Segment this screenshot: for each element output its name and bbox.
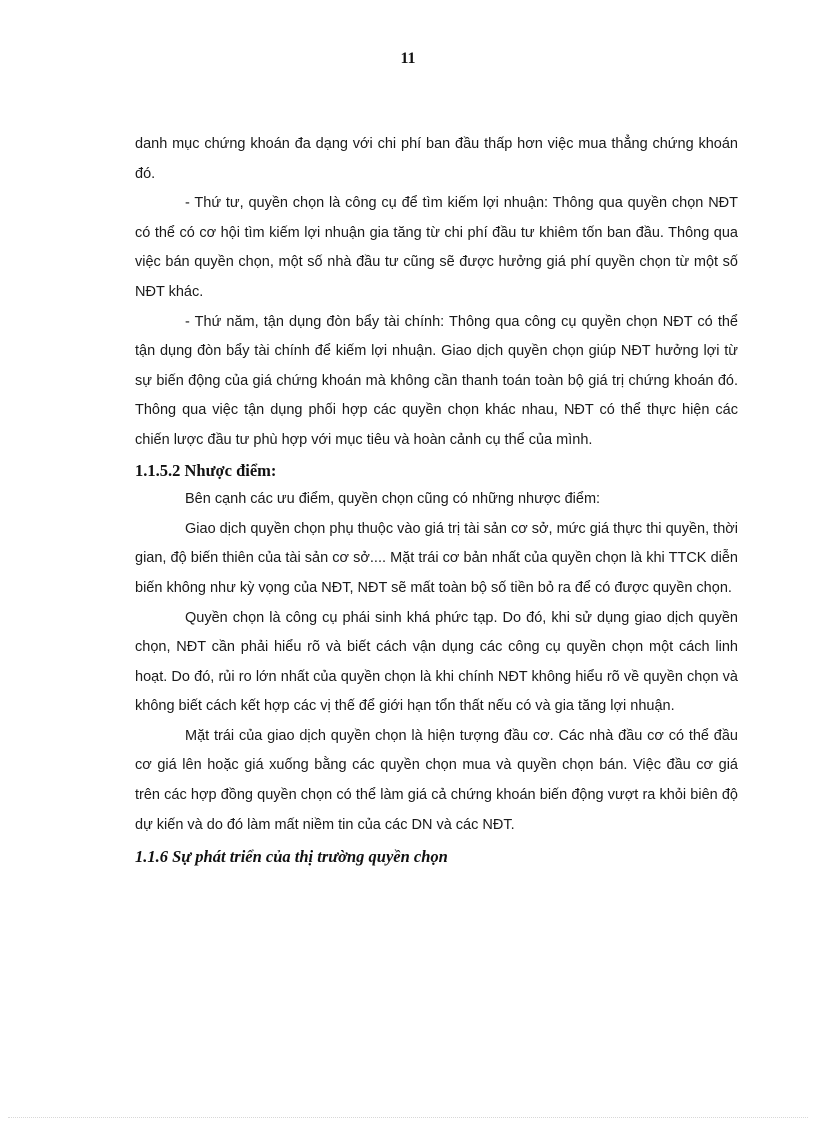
paragraph-complexity-risk: Quyền chọn là công cụ phái sinh khá phức tạp. Do đó, khi sử dụng giao dịch quyền chọn, NĐT cần phải hiểu rõ và biết cách vận dụng các công cụ quyền chọn một cách linh hoạt. Do đó, rủi ro lớn nhất của quyền chọn là khi chính NĐT không hiểu rõ về quyền chọn và không biết cách kết hợp các vị thế để giới hạn tổn thất nếu có và gia tăng lợi nhuận. (135, 609, 738, 715)
paragraph-underlying-dependence: Giao dịch quyền chọn phụ thuộc vào giá trị tài sản cơ sở, mức giá thực thi quyền, thời gian, độ biến thiên của tài sản cơ sở.... Mặt trái cơ bản nhất của quyền chọn là khi TTCK diễn biến không như kỳ vọng của NĐT, NĐT sẽ mất toàn bộ số tiền bỏ ra để có được quyền chọn. (135, 520, 738, 596)
paragraph-disadvantages-intro: Bên cạnh các ưu điểm, quyền chọn cũng có những nhược điểm: (185, 491, 601, 508)
paragraph-fifth-advantage: - Thứ năm, tận dụng đòn bẩy tài chính: Thông qua công cụ quyền chọn NĐT có thể tận dụng đòn bẩy tài chính để kiếm lợi nhuận. Giao dịch quyền chọn giúp NĐT hưởng lợi từ sự biến động của giá chứng khoán mà không cần thanh toán toàn bộ giá trị chứng khoán đó. Thông qua việc tận dụng phối hợp các quyền chọn khác nhau, NĐT có thể thực hiện các chiến lược đầu tư phù hợp với mục tiêu và hoàn cảnh cụ thể của mình. (135, 313, 738, 448)
paragraph-speculation: Mặt trái của giao dịch quyền chọn là hiện tượng đầu cơ. Các nhà đầu cơ có thể đầu cơ giá lên hoặc giá xuống bằng các quyền chọn mua và quyền chọn bán. Việc đầu cơ giá trên các hợp đồng quyền chọn có thể làm giá cả chứng khoán biến động vượt ra khỏi biên độ dự kiến và do đó làm mất niềm tin của các DN và các NĐT. (135, 727, 738, 833)
section-heading-disadvantages: 1.1.5.2 Nhược điểm: (135, 460, 277, 480)
page-bottom-divider (8, 1117, 808, 1118)
page-number: 11 (400, 50, 416, 67)
paragraph-continuation: danh mục chứng khoán đa dạng với chi phí ban đầu thấp hơn việc mua thẳng chứng khoán đó. (135, 136, 738, 182)
page-body (135, 130, 738, 872)
section-heading-market-development: 1.1.6 Sự phát triển của thị trường quyền chọn (135, 847, 448, 867)
paragraph-fourth-advantage: - Thứ tư, quyền chọn là công cụ để tìm kiếm lợi nhuận: Thông qua quyền chọn NĐT có thể có cơ hội tìm kiếm lợi nhuận gia tăng từ chi phí đầu tư khiêm tốn ban đầu. Thông qua việc bán quyền chọn, một số nhà đầu tư cũng sẽ được hưởng giá phí quyền chọn từ một số NĐT khác. (135, 195, 738, 300)
